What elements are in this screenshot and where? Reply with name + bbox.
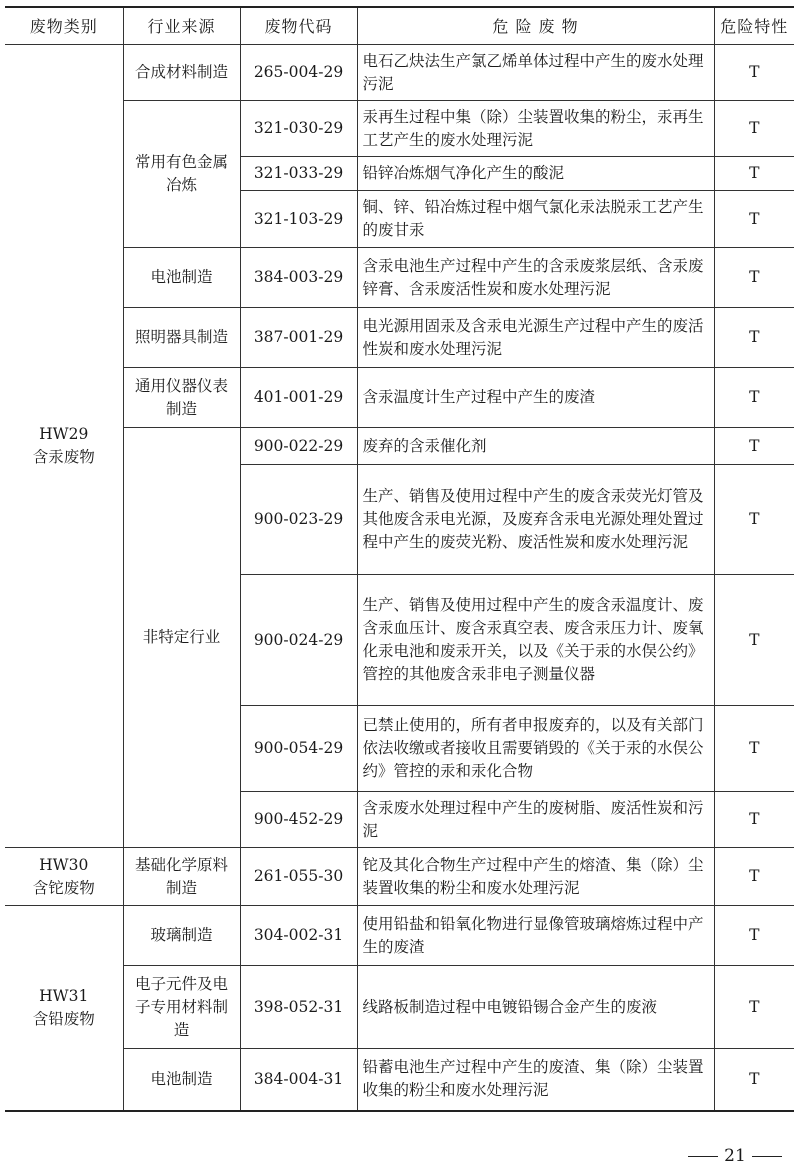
industry-cell: 电池制造	[123, 1049, 240, 1111]
waste-code: 398-052-31	[240, 966, 357, 1049]
waste-description: 汞再生过程中集（除）尘装置收集的粉尘，汞再生工艺产生的废水处理污泥	[357, 101, 714, 157]
hazard-characteristic: T	[714, 368, 794, 428]
waste-code: 321-030-29	[240, 101, 357, 157]
waste-description: 铅蓄电池生产过程中产生的废渣、集（除）尘装置收集的粉尘和废水处理污泥	[357, 1049, 714, 1111]
waste-description: 生产、销售及使用过程中产生的废含汞温度计、废含汞血压计、废含汞真空表、废含汞压力计、废氧化汞电池和废汞开关，以及《关于汞的水俣公约》管控的其他废含汞非电子测量仪器	[357, 575, 714, 706]
waste-description: 废弃的含汞催化剂	[357, 428, 714, 465]
industry-cell: 通用仪器仪表制造	[123, 368, 240, 428]
header-waste: 危 险 废 物	[357, 7, 714, 45]
industry-cell: 电池制造	[123, 248, 240, 308]
hazard-characteristic: T	[714, 157, 794, 191]
hazard-characteristic: T	[714, 792, 794, 848]
table-row	[5, 308, 794, 368]
industry-cell: 照明器具制造	[123, 308, 240, 368]
hazard-characteristic: T	[714, 428, 794, 465]
header-code: 废物代码	[240, 7, 357, 45]
category-code: HW30	[39, 855, 89, 874]
category-cell	[5, 848, 123, 906]
hazard-characteristic: T	[714, 465, 794, 575]
waste-code: 900-022-29	[240, 428, 357, 465]
hazard-characteristic: T	[714, 45, 794, 101]
table-row	[5, 906, 794, 966]
page-number-dash-right	[752, 1156, 782, 1157]
waste-description: 铅锌冶炼烟气净化产生的酸泥	[357, 157, 714, 191]
hazardous-waste-table	[5, 6, 794, 1112]
waste-code: 265-004-29	[240, 45, 357, 101]
table-row	[5, 101, 794, 157]
industry-cell: 非特定行业	[123, 428, 240, 848]
category-cell	[5, 906, 123, 1111]
industry-cell: 电子元件及电子专用材料制造	[123, 966, 240, 1049]
category-cell	[5, 45, 123, 848]
waste-description: 生产、销售及使用过程中产生的废含汞荧光灯管及其他废含汞电光源，及废弃含汞电光源处理处置过程中产生的废荧光粉、废活性炭和废水处理污泥	[357, 465, 714, 575]
hazard-characteristic: T	[714, 906, 794, 966]
hazard-characteristic: T	[714, 191, 794, 248]
waste-code: 900-023-29	[240, 465, 357, 575]
hazard-characteristic: T	[714, 308, 794, 368]
waste-description: 铊及其化合物生产过程中产生的熔渣、集（除）尘装置收集的粉尘和废水处理污泥	[357, 848, 714, 906]
waste-code: 900-452-29	[240, 792, 357, 848]
industry-cell: 常用有色金属冶炼	[123, 101, 240, 248]
page-number	[680, 1146, 790, 1166]
industry-cell: 玻璃制造	[123, 906, 240, 966]
table-row	[5, 428, 794, 465]
header-industry: 行业来源	[123, 7, 240, 45]
waste-description: 含汞废水处理过程中产生的废树脂、废活性炭和污泥	[357, 792, 714, 848]
hazard-characteristic: T	[714, 706, 794, 792]
waste-description: 使用铅盐和铅氧化物进行显像管玻璃熔炼过程中产生的废渣	[357, 906, 714, 966]
table-row	[5, 248, 794, 308]
waste-description: 电光源用固汞及含汞电光源生产过程中产生的废活性炭和废水处理污泥	[357, 308, 714, 368]
category-name: 含铊废物	[32, 878, 95, 897]
waste-description: 线路板制造过程中电镀铅锡合金产生的废液	[357, 966, 714, 1049]
hazard-characteristic: T	[714, 848, 794, 906]
header-category: 废物类别	[5, 7, 123, 45]
hazard-characteristic: T	[714, 966, 794, 1049]
waste-description: 电石乙炔法生产氯乙烯单体过程中产生的废水处理污泥	[357, 45, 714, 101]
waste-code: 321-103-29	[240, 191, 357, 248]
waste-description: 已禁止使用的，所有者申报废弃的，以及有关部门依法收缴或者接收且需要销毁的《关于汞的水俣公约》管控的汞和汞化合物	[357, 706, 714, 792]
waste-description: 含汞温度计生产过程中产生的废渣	[357, 368, 714, 428]
category-name: 含汞废物	[32, 448, 95, 466]
waste-code: 387-001-29	[240, 308, 357, 368]
industry-cell: 合成材料制造	[123, 45, 240, 101]
table-row	[5, 848, 794, 906]
header-hazard: 危险特性	[714, 7, 794, 45]
waste-description: 铜、锌、铅冶炼过程中烟气氯化汞法脱汞工艺产生的废甘汞	[357, 191, 714, 248]
waste-code: 304-002-31	[240, 906, 357, 966]
page-number-dash-left	[688, 1156, 718, 1157]
waste-code: 321-033-29	[240, 157, 357, 191]
waste-code: 900-024-29	[240, 575, 357, 706]
page-number-text: 21	[724, 1146, 746, 1166]
hazard-characteristic: T	[714, 248, 794, 308]
header-row	[5, 7, 794, 45]
waste-code: 261-055-30	[240, 848, 357, 906]
industry-cell: 基础化学原料制造	[123, 848, 240, 906]
waste-code: 384-004-31	[240, 1049, 357, 1111]
table-row	[5, 966, 794, 1049]
category-name: 含铅废物	[32, 1009, 95, 1028]
category-code: HW29	[39, 425, 89, 443]
hazard-characteristic: T	[714, 1049, 794, 1111]
table-row	[5, 368, 794, 428]
hazard-characteristic: T	[714, 575, 794, 706]
waste-code: 384-003-29	[240, 248, 357, 308]
table-row	[5, 45, 794, 101]
waste-description: 含汞电池生产过程中产生的含汞废浆层纸、含汞废锌膏、含汞废活性炭和废水处理污泥	[357, 248, 714, 308]
waste-code: 401-001-29	[240, 368, 357, 428]
category-code: HW31	[39, 986, 89, 1005]
waste-code: 900-054-29	[240, 706, 357, 792]
hazard-characteristic: T	[714, 101, 794, 157]
table-row	[5, 1049, 794, 1111]
